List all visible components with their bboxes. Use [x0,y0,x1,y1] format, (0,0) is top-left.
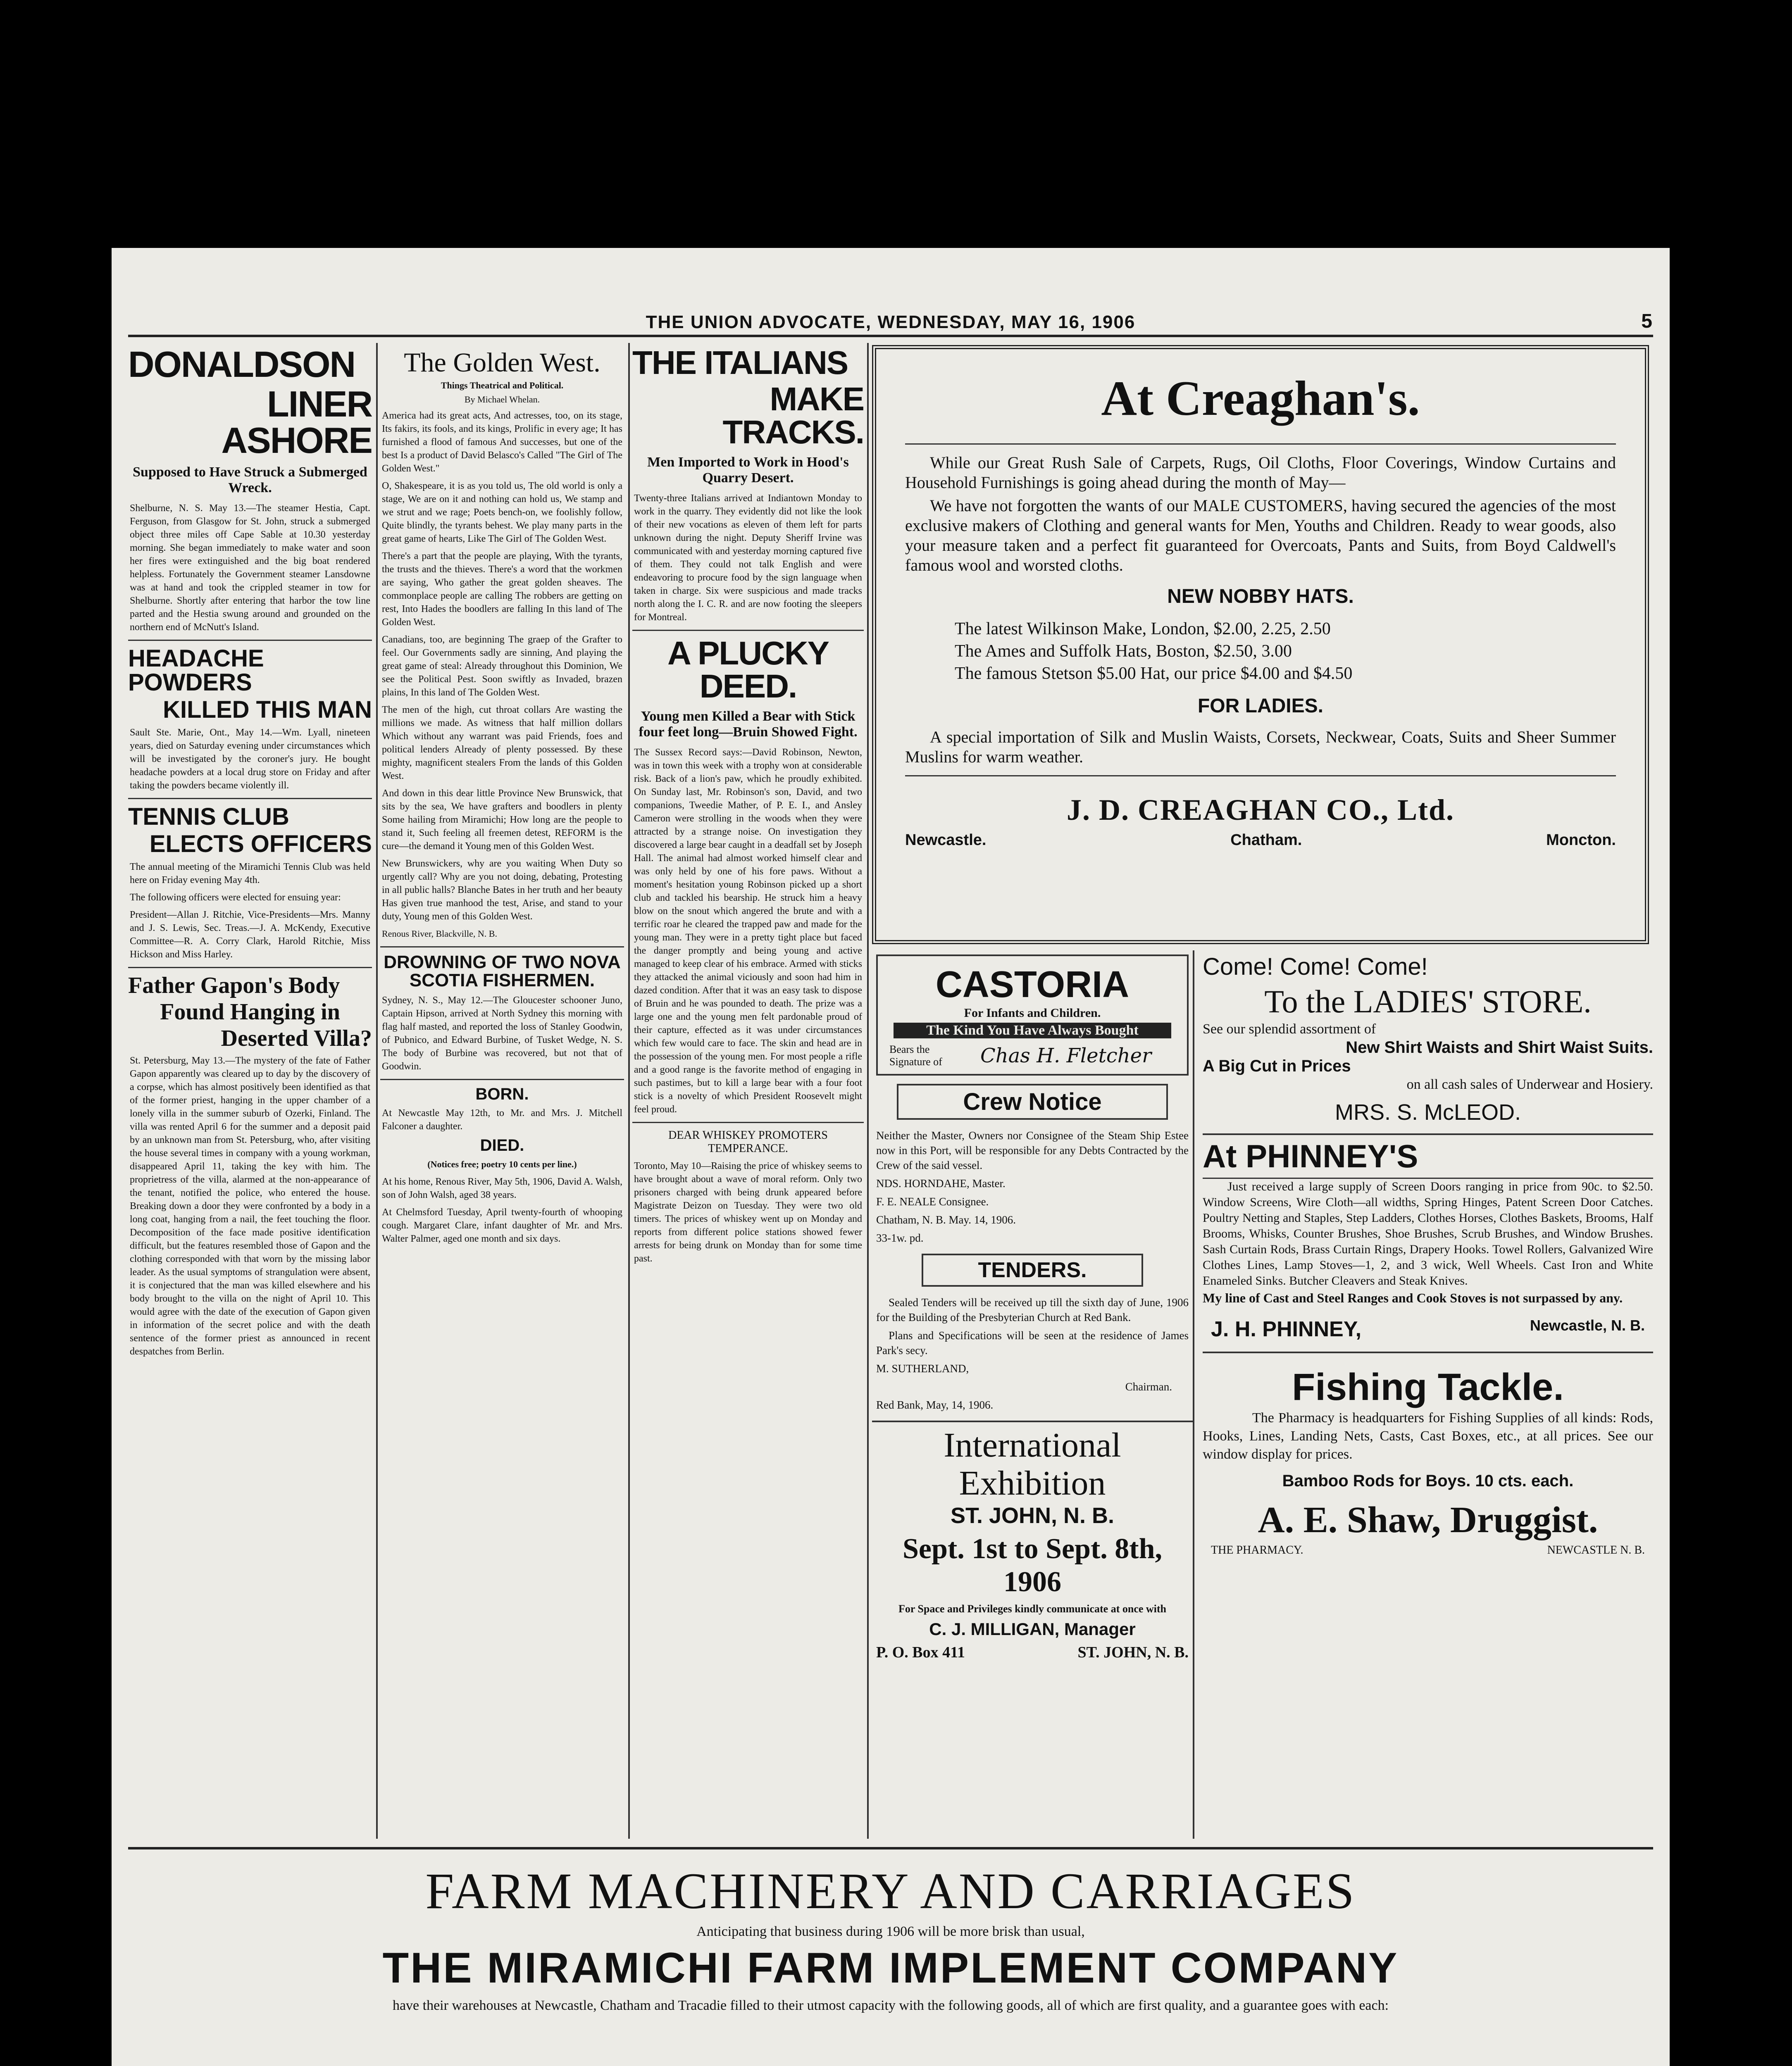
article-3-officers: President—Allan J. Ritchie, Vice-Presidents—Mrs. Manny and J. S. Lewis, Sec. Treas.—J. A. McKendy, Executive Committee—R. A. Corry Clark, Harold Ritchie, Miss Hickson and Miss Harley. [130,909,370,960]
divider [128,967,372,968]
plucky-subhead: Young men Killed a Bear with Stick four feet long—Bruin Showed Fight. [639,709,858,740]
shaw-footer-left: THE PHARMACY. [1211,1544,1303,1557]
tenders-title: TENDERS. [922,1254,1143,1287]
article-1-subhead: Supposed to Have Struck a Submerged Wreck. [133,464,367,495]
born-heading: BORN. [475,1085,529,1103]
poem-stanza-3: There's a part that the people are playing, With the tyrants, the trusts and the thieves. There's a word that the workmen are saying, Who gather the great golden sheaves. The commonplace people are calling The robbers are getting on rest, Into Hades the boodlers are falling In this land of The Golden West. [382,551,622,628]
castoria-bears: Bears the Signature of [889,1043,942,1068]
shaw-name: A. E. Shaw, Druggist. [1258,1500,1598,1540]
divider [380,1079,624,1080]
engine-illustration [1471,2064,1645,2066]
castoria-signature: Chas H. Fletcher [980,1044,1152,1067]
italians-headline-2: MAKE TRACKS. [722,381,864,450]
divider [632,1122,864,1123]
drowning-body: Sydney, N. S., May 12.—The Gloucester schooner Juno, Captain Hipson, arrived at North Sydney this morning with flag half masted, and reported the loss of Stanley Goodwin, of Pubnico, and Edward Burbine, of Tusket Wedge, N. S. The body of Burbine was recovered, but not that of Goodwin. [382,995,622,1072]
tenders-body-1: Sealed Tenders will be received up till the sixth day of June, 1906 for the Building of the Presbyterian Church at Red Bank. [876,1296,1189,1323]
tenders-sig-3: Red Bank, May, 14, 1906. [876,1399,994,1411]
ladies-heading: FOR LADIES. [1197,695,1323,717]
town-chatham: Chatham. [1230,831,1302,849]
town-moncton: Moncton. [1546,831,1616,849]
castoria-ad [876,954,1189,1076]
creaghan-title: At Creaghan's. [1101,371,1420,426]
fishing-title: Fishing Tackle. [1203,1352,1653,1409]
born-body: At Newcastle May 12th, to Mr. and Mrs. J. Mitchell Falconer a daughter. [382,1108,622,1132]
hats-heading: NEW NOBBY HATS. [1167,586,1354,607]
poem-signature: Renous River, Blackville, N. B. [382,928,497,939]
right-ads [1199,950,1657,1839]
article-1-body: Shelburne, N. S. May 13.—The steamer Hestia, Capt. Ferguson, from Glasgow for St. John, struck a submerged object three miles off Cape Sable at 10.30 yesterday morning. She began immediately to make water and soon her fires were extinguished and the big boat rendered helpless. Fortunately the Government steamer Lansdowne was at hand and took the crippled steamer in tow for Shelburne. Shortly after entering that harbor the tow line parted and the Hestia swung around and grounded on the northern end of McNutt's Island. [130,503,370,633]
hat-price-3: The famous Stetson $5.00 Hat, our price $4.00 and $4.50 [955,664,1353,683]
article-1-headline-2: LINER ASHORE [221,383,372,461]
exhibition-manager: C. J. MILLIGAN, Manager [929,1619,1136,1639]
creaghan-ad [872,345,1649,944]
divider [128,640,372,641]
poem-stanza-1: America had its great acts, And actresses, too, on its stage, Its fakirs, its fools, and its kings, Prolific in every age; It has furnished a flood of famous And successes, but one of the best Is a product of David Belasco's Called "The Girl of The Golden West." [382,410,622,474]
divider [380,946,624,947]
creaghan-para-2: We have not forgotten the wants of our MALE CUSTOMERS, having secured the agencies of the most exclusive makers of Clothing and general wants for Men, Youths and Children. Ready to wear goods, also your measure taken and a perfect fit guaranteed for Overcoats, Pants and Suits, from Boyd Caldwell's famous wool and worsted cloths. [905,496,1616,574]
ladies-store-line-4: on all cash sales of Underwear and Hosiery. [1406,1077,1653,1092]
creaghan-company: J. D. CREAGHAN CO., Ltd. [1066,793,1455,826]
farm-anticipating: Anticipating that business during 1906 will be more brisk than usual, [696,1924,1085,1939]
column-divider [628,343,630,1839]
poem-stanza-6: And down in this dear little Province New Brunswick, that sits by the sea, We have grafters and boodlers in plenty Some hailing from Miramichi; How long are the people to stand it, Such feeling all freemen detest, REFORM is the cure—the demand it Young men of this Golden West. [382,788,622,852]
creaghan-para-1: While our Great Rush Sale of Carpets, Rugs, Oil Cloths, Floor Coverings, Window Curtains and Household Furnishings is going ahead during the month of May— [905,453,1616,492]
shaw-footer [1203,1544,1653,1557]
plucky-headline: A PLUCKY DEED. [667,635,829,705]
newspaper-page [112,248,1670,2066]
crew-notice-body: Neither the Master, Owners nor Consignee of the Steam Ship Estee now in this Port, will be responsible for any Debts Contracted by the Crew of the said vessel. [876,1129,1189,1171]
italians-body: Twenty-three Italians arrived at Indiantown Monday to work in the quarry. They evidently did not like the look of their new vocations as eleven of them left for parts unknown during the night. Deputy Sheriff Irvine was communicated with and yesterday morning captured five of them. They could not talk English and were endeavoring to procure food by the sign language when taken in charge. Six were suspicious and made tracks north along the I. C. R. and are now footing the sleepers for Montreal. [634,493,862,623]
column-3 [632,343,864,1839]
article-3-headline-1: TENNIS CLUB [128,803,289,830]
phinney-body: Just received a large supply of Screen Doors ranging in price from 90c. to $2.50. Window Screens, Wire Cloth—all widths, Spring Hinges, Patent Screen Door Catches. Poultry Netting and Staples, Step Ladders, Clothes Horses, Clothes Baskets, Brooms, Half Brooms, Whisks, Counter Brushes, Shoe Brushes, Scrub Brushes, and Window Brushes. Sash Curtain Rods, Brass Curtain Rings, Drapery Hooks. Towel Rollers, Galvanized Wire Clothes Lines, Lamp Stoves—1, 2, and 3 wick, Well Wheels. Cast Iron and White Enameled Sinks. Butcher Cleavers and Steak Knives. [1203,1180,1653,1288]
article-1-headline-1: DONALDSON [128,344,355,385]
column-divider [376,343,378,1839]
exhibition-dates: Sept. 1st to Sept. 8th, 1906 [902,1533,1163,1598]
crew-notice-title: Crew Notice [897,1084,1168,1120]
castoria-title: CASTORIA [935,964,1130,1005]
crew-sig-4: 33-1w. pd. [876,1232,924,1244]
castoria-sub-1: For Infants and Children. [964,1006,1101,1020]
masthead-title: THE UNION ADVOCATE, WEDNESDAY, MAY 16, 1906 [646,312,1136,332]
died-heading: DIED. [480,1136,524,1154]
article-2-body: Sault Ste. Marie, Ont., May 14.—Wm. Lyall, nineteen years, died on Saturday evening under circumstances which will be investigated by the coroner's jury. He bought headache powders at a local drug store on Friday and after taking the powders became violently ill. [130,727,370,791]
castoria-sub-2: The Kind You Have Always Bought [894,1023,1171,1038]
farm-intro: have their warehouses at Newcastle, Chatham and Tracadie filled to their utmost capacity with the following goods, all of which are first quality, and a guarantee goes with each: [392,1998,1389,2013]
crew-sig-2: F. E. NEALE Consignee. [876,1195,989,1208]
article-2-headline-1: HEADACHE POWDERS [128,645,264,696]
ladies-store-come: Come! Come! Come! [1203,953,1428,980]
article-4-headline-2: Found Hanging in [160,999,340,1025]
died-body-2: At Chelmsford Tuesday, April twenty-fourth of whooping cough. Margaret Clare, infant daughter of Mr. and Mrs. Walter Palmer, aged one month and six days. [382,1207,622,1244]
italians-headline-1: THE ITALIANS [632,344,848,381]
poem-stanza-5: The men of the high, cut throat collars Are wasting the millions we made. As witness that half million dollars Which without any warrant was paid Friends, foes and political lenders Already of plenty possessed. By these mighty, magnificent stealers From the lands of this Golden West. [382,705,622,781]
column-2 [380,343,624,1839]
phinney-steel: My line of Cast and Steel Ranges and Cook Stoves is not surpassed by any. [1203,1290,1623,1305]
exhibition-title: International Exhibition [944,1426,1121,1503]
divider [905,443,1616,445]
fishing-rods: Bamboo Rods for Boys. 10 cts. each. [1282,1472,1574,1490]
masthead [128,310,1653,337]
phinney-title: At PHINNEY'S [1203,1133,1653,1179]
article-4-headline-1: Father Gapon's Body [128,973,340,998]
shaw-footer-right: NEWCASTLE N. B. [1547,1544,1645,1557]
divider [128,798,372,799]
column-divider [867,343,869,1839]
divider [905,775,1616,776]
creaghan-towns [905,831,1616,849]
tenders-sig-2: Chairman. [1125,1381,1172,1393]
article-3-headline-2: ELECTS OFFICERS [149,831,372,857]
poem-stanza-2: O, Shakespeare, it is as you told us, The old world is only a stage, We are on it and nothing can hold us, We stamp and we strut and we rage; Poets bench-on, we foolishly follow, Quite blindly, the tyrants behest. We play many parts in the great game of hearts, Like The Girl of The Golden West. [382,481,622,544]
article-4-body: St. Petersburg, May 13.—The mystery of the fate of Father Gapon apparently was cleared up to day by the discovery of a corpse, which has almost positively been identified as that of the former priest, hanging in the upper chamber of a lonely villa in the summer suburb of Ozerki, Finland. The villa was rented April 6 for the summer and a deposit paid by an unknown man from St. Petersburg, who, after visiting the house several times in company with a young workman, disappeared April 11, taking the key with him. The proprietress of the villa, alarmed at the non-appearance of the tenant, notified the police, who entered the house. Breaking down a door they were confronted by a body in a long coat, hanging from a nail, the feet touching the floor. Decomposition of the face made positive identification difficult, but the features resembled those of Gapon and the clothing corresponded with that worn by the missing labor leader. As the usual symptoms of strangulation were absent, it is conjectured that the man was killed elsewhere and his body brought to the villa on the night of April 10. This would agree with the date of the execution of Gapon given in information of the secret police and with the death sentence of the former priest as announced in recent despatches from Berlin. [130,1055,370,1357]
farm-company: THE MIRAMICHI FARM IMPLEMENT COMPANY [382,1944,1399,1992]
farm-machinery-ad [128,1847,1653,2066]
farm-title: FARM MACHINERY AND CARRIAGES [425,1863,1356,1919]
exhibition-address [872,1643,1193,1661]
article-3-body-1: The annual meeting of the Miramichi Tennis Club was held here on Friday evening May 4th. [130,862,370,885]
tenders-sig-1: M. SUTHERLAND, [876,1362,969,1375]
ladies-store-title: To the LADIES' STORE. [1264,983,1592,1019]
exhibition-place: ST. JOHN, N. B. [950,1503,1115,1528]
exhibition-city: ST. JOHN, N. B. [1077,1643,1189,1661]
crew-sig-1: NDS. HORNDAHE, Master. [876,1177,1006,1190]
middle-ads [872,950,1194,1839]
ladies-store-owner: MRS. S. McLEOD. [1334,1100,1521,1125]
whiskey-body: Toronto, May 10—Raising the price of whiskey seems to have brought about a wave of moral reform. Only two prisoners charged with being drunk appeared before Magistrate Deizon on Tuesday. They were two old timers. The prices of whiskey went up on Monday and reports from different police stations showed fewer arrests for being drunk on Monday than for some time past. [634,1161,862,1264]
poem-byline: By Michael Whelan. [464,394,540,405]
poem-stanza-7: New Brunswickers, why are you waiting When Duty so urgently call? Why are you not doing, debating, Protesting in all public halls? Blanche Bates in her truth and her beauty Has given true manhood the test, Arise, and stand to your duty, Young men of this Golden West. [382,858,622,922]
poem-stanza-4: Canadians, too, are beginning The graep of the Grafter to feel. Our Governments sadly are sinning, And playing the great game of steal: Already throughout this Dominion, We see the Political Pest. Soon swiftly as Invaded, brazen plains, In this land of The Golden West. [382,634,622,698]
died-note: (Notices free; poetry 10 cents per line.) [427,1159,577,1169]
exhibition-ad [872,1421,1193,1661]
town-newcastle: Newcastle. [905,831,987,849]
page-number: 5 [1641,310,1653,332]
divider [632,630,864,631]
italians-subhead: Men Imported to Work in Hood's Quarry Desert. [647,455,849,486]
ladies-store-line-1: See our splendid assortment of [1203,1021,1376,1037]
article-3-body-2: The following officers were elected for ensuing year: [130,892,341,903]
article-2-headline-2: KILLED THIS MAN [163,696,372,723]
whiskey-headline: DEAR WHISKEY PROMOTERS TEMPERANCE. [668,1129,828,1155]
castoria-signature-row [881,1041,1184,1071]
hat-price-2: The Ames and Suffolk Hats, Boston, $2.50, 3.00 [955,642,1292,661]
phinney-name: J. H. PHINNEY, [1211,1317,1362,1341]
phinney-signature [1211,1317,1645,1342]
article-4-headline-3: Deserted Villa? [221,1026,372,1051]
ladies-body: A special importation of Silk and Muslin Waists, Corsets, Neckwear, Coats, Suits and Sheer Summer Muslins for warm weather. [905,728,1616,766]
poem-subtitle: Things Theatrical and Political. [441,380,564,390]
died-body-1: At his home, Renous River, May 5th, 1906, David A. Walsh, son of John Walsh, aged 38 years. [382,1176,622,1200]
crew-sig-3: Chatham, N. B. May. 14, 1906. [876,1214,1016,1226]
phinney-town: Newcastle, N. B. [1530,1317,1645,1334]
ladies-store-line-2: New Shirt Waists and Shirt Waist Suits. [1346,1038,1653,1057]
fishing-body: The Pharmacy is headquarters for Fishing Supplies of all kinds: Rods, Hooks, Lines, Landing Nets, Casts, Cast Boxes, etc., at all prices. See our window display for prices. [1203,1410,1653,1462]
exhibition-box: P. O. Box 411 [876,1643,965,1661]
tenders-body-2: Plans and Specifications will be seen at the residence of James Park's secy. [876,1329,1189,1357]
poem-title: The Golden West. [404,348,601,378]
column-1 [128,343,372,1839]
plucky-body: The Sussex Record says:—David Robinson, Newton, was in town this week with a trophy won at considerable risk. Back of a lion's paw, which he proudly exhibited. On Sunday last, Mr. Robinson's son, David, and two companions, Tweedie Mather, of P. E. I., and Ansley Cameron were strolling in the woods when they were attracted by a strange noise. On investigation they discovered a large bear caught in a deadfall set by Joseph Hall. The animal had almost worked himself clear and was only held by one of his fore paws. Without a moment's hesitation young Robinson picked up a short club and tackled his bearship. He struck him a heavy blow on the snout which angered the brute and with a terrific roar he cleared the trapped paw and made for the young man. They were in a pretty tight place but faced the danger promptly and being young and active managed to keep clear of his embrace. Armed with sticks they attacked the animal viciously and soon had him in dazed condition. After that it was an easy task to dispose of Bruin and he was pounded to death. The prize was a large one and the young men felt pardonable proud of their capture, effected as it was under circumstances which few would care to face. The skin and head are in the possession of the young men. For most people a rifle and a good range is the favorite method of engaging in such pastimes, but to kill a large bear with a four foot stick is a novelty of which President Roosevelt might feel proud. [634,747,862,1115]
exhibition-note: For Space and Privileges kindly communicate at once with [898,1602,1167,1615]
hat-price-1: The latest Wilkinson Make, London, $2.00, 2.25, 2.50 [955,619,1331,638]
drowning-headline: DROWNING OF TWO NOVA SCOTIA FISHERMEN. [384,952,621,990]
ladies-store-line-3: A Big Cut in Prices [1203,1057,1351,1075]
